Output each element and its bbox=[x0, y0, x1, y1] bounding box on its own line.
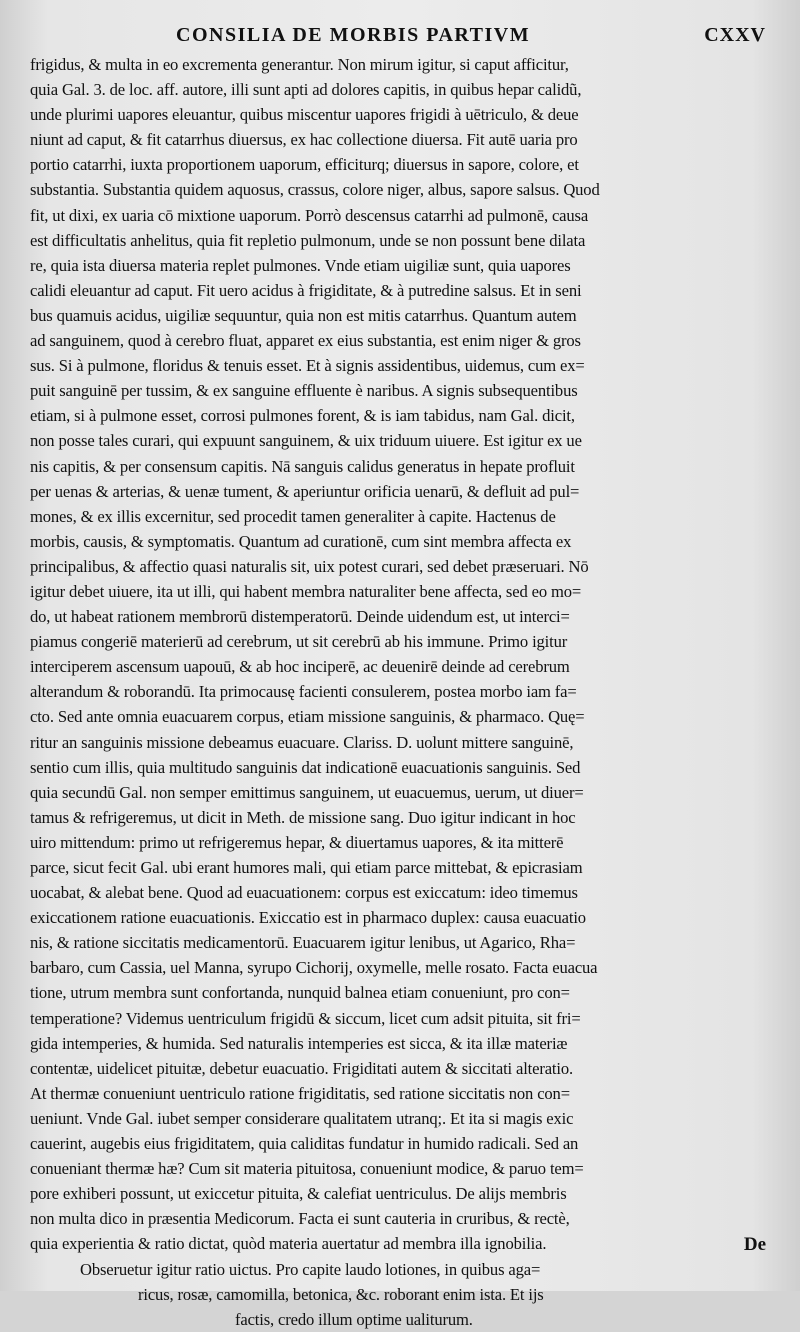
text-line: est difficultatis anhelitus, quia fit repletio pulmonum, unde se non possunt bene dilata bbox=[30, 230, 586, 250]
closing-line: factis, credo illum optime ualiturum. bbox=[235, 1309, 473, 1329]
text-line: nis, & ratione siccitatis medicamentorū. Euacuarem igitur lenibus, ut Agarico, Rha= bbox=[30, 933, 576, 953]
text-line: ueniunt. Vnde Gal. iubet semper considerare qualitatem utranq;. Et ita si magis exic bbox=[30, 1108, 574, 1128]
text-line: fit, ut dixi, ex uaria cō mixtione uaporum. Porrò descensus catarrhi ad pulmonē, causa bbox=[30, 205, 589, 225]
text-line: calidi eleuantur ad caput. Fit uero acidus à frigiditate, & à putredine salsus. Et in seni bbox=[30, 280, 582, 300]
text-line: non multa dico in præsentia Medicorum. Facta ei sunt cauteria in cruribus, & rectè, bbox=[30, 1209, 570, 1229]
text-line: sus. Si à pulmone, floridus & tenuis esset. Et à signis assidentibus, uidemus, cum ex= bbox=[30, 356, 585, 376]
text-line: ad sanguinem, quod à cerebro fluat, apparet ex eius substantia, est enim niger & gros bbox=[30, 331, 581, 351]
text-line: contentæ, uidelicet pituitæ, debetur euacuatio. Frigiditati autem & siccitati alteratio. bbox=[30, 1058, 573, 1078]
closing-line: ricus, rosæ, camomilla, betonica, &c. roborant enim ista. Et ijs bbox=[138, 1284, 544, 1304]
text-line: unde plurimi uapores eleuantur, quibus miscentur uapores frigidi à uētriculo, & deue bbox=[30, 105, 579, 125]
text-line: alterandum & roborandū. Ita primocausę facienti consulerem, postea morbo iam fa= bbox=[30, 682, 577, 702]
text-line: per uenas & arterias, & uenæ tument, & aperiuntur orificia uenarū, & defluit ad pul= bbox=[30, 481, 580, 501]
text-line: gida intemperies, & humida. Sed naturalis intemperies est sicca, & ita illæ materiæ bbox=[30, 1033, 568, 1053]
text-line: At thermæ conueniunt uentriculo ratione frigiditatis, sed ratione siccitatis non con= bbox=[30, 1083, 570, 1103]
running-title: CONSILIA DE MORBIS PARTIVM bbox=[176, 24, 531, 46]
body-text bbox=[30, 52, 768, 1332]
text-line: interciperem ascensum uapouū, & ab hoc inciperē, ac deuenirē deinde ad cerebrum bbox=[30, 657, 570, 677]
text-line: tamus & refrigeremus, ut dicit in Meth. de missione sang. Duo igitur indicant in hoc bbox=[30, 807, 576, 827]
text-line: sentio cum illis, quia multitudo sanguinis dat indicationē euacuationis sanguinis. Sed bbox=[30, 757, 581, 777]
text-line: morbis, causis, & symptomatis. Quantum ad curationē, cum sint membra affecta ex bbox=[30, 531, 572, 551]
text-line: parce, sicut fecit Gal. ubi erant humores mali, qui etiam parce mittebat, & epicrasiam bbox=[30, 858, 583, 877]
folio-number: CXXV bbox=[704, 24, 766, 46]
text-line: pore exhiberi possunt, ut exiccetur pituita, & calefiat uentriculus. De alijs membris bbox=[30, 1184, 567, 1204]
page-header bbox=[0, 24, 800, 52]
text-line: bus quamuis acidus, uigiliæ sequuntur, quia non est mitis catarrhus. Quantum autem bbox=[30, 305, 577, 325]
text-line: piamus congeriē materierū ad cerebrum, ut sit cerebrū ab his immune. Primo igitur bbox=[30, 632, 568, 652]
text-line: conueniant thermæ hæ? Cum sit materia pituitosa, conueniunt modice, & paruo tem= bbox=[30, 1159, 584, 1179]
text-line: mones, & ex illis excernitur, sed procedit tamen generaliter à capite. Hactenus de bbox=[30, 506, 556, 526]
closing-line: Obseruetur igitur ratio uictus. Pro capite laudo lotiones, in quibus aga= bbox=[80, 1259, 541, 1279]
text-line: temperatione? Videmus uentriculum frigidū & siccum, licet cum adsit pituita, sit fri= bbox=[30, 1008, 581, 1028]
text-line: etiam, si à pulmone esset, corrosi pulmones forent, & is iam tabidus, nam Gal. dicit, bbox=[30, 406, 575, 426]
text-line: puit sanguinē per tussim, & ex sanguine effluente è naribus. A signis subsequentibus bbox=[30, 381, 578, 401]
text-line: ritur an sanguinis missione debeamus euacuare. Clariss. D. uolunt mittere sanguinē, bbox=[30, 732, 574, 752]
text-line: do, ut habeat rationem membrorū distemperatorū. Deinde uidendum est, ut interci= bbox=[30, 607, 570, 627]
text-line: quia experientia & ratio dictat, quòd materia auertatur ad membra illa ignobilia. bbox=[30, 1234, 547, 1254]
text-line: quia Gal. 3. de loc. aff. autore, illi sunt apti ad dolores capitis, in quibus hepar calidũ, bbox=[30, 80, 582, 100]
text-line: substantia. Substantia quidem aquosus, crassus, colore niger, albus, sapore salsus. Quod bbox=[30, 180, 600, 200]
catchword: De bbox=[743, 1234, 766, 1255]
text-line: barbaro, cum Cassia, uel Manna, syrupo Cichorij, oxymelle, melle rosato. Facta euacua bbox=[30, 958, 598, 978]
text-line: non posse tales curari, qui expuunt sanguinem, & uix triduum uiuere. Est igitur ex ue bbox=[30, 431, 582, 451]
text-line: igitur debet uiuere, ita ut illi, qui habent membra naturaliter bene affecta, sed eo mo= bbox=[30, 581, 582, 601]
text-line: exiccationem ratione euacuationis. Exiccatio est in pharmaco duplex: causa euacuatio bbox=[30, 908, 586, 928]
text-line: nis capitis, & per consensum capitis. Nā sanguis calidus generatus in hepate profluit bbox=[30, 456, 575, 476]
text-line: re, quia ista diuersa materia replet pulmones. Vnde etiam uigiliæ sunt, quia uapores bbox=[30, 255, 571, 275]
text-line: uocabat, & alebat bene. Quod ad euacuationem: corpus est exiccatum: ideo timemus bbox=[30, 883, 578, 903]
text-line: frigidus, & multa in eo excrementa generantur. Non mirum igitur, si caput afficitur, bbox=[30, 55, 569, 74]
text-line: cauerint, augebis eius frigiditatem, quia caliditas fundatur in humido radicali. Sed an bbox=[30, 1134, 579, 1154]
text-line: tione, utrum membra sunt confortanda, nunquid balnea etiam conueniunt, pro con= bbox=[30, 983, 570, 1003]
text-line: uiro mittendum: primo ut refrigeremus hepar, & diuertamus uapores, & ita mitterē bbox=[30, 832, 564, 852]
text-line: quia secundū Gal. non semper emittimus sanguinem, ut euacuemus, uerum, ut diuer= bbox=[30, 782, 584, 802]
text-line: principalibus, & affectio quasi naturalis sit, uix potest curari, sed debet præseruari. Nō bbox=[30, 556, 589, 576]
text-line: niunt ad caput, & fit catarrhus diuersus, ex hac collectione diuersa. Fit autē uaria pro bbox=[30, 130, 578, 150]
text-line: portio catarrhi, iuxta proportionem uaporum, efficiturq; diuersus in sapore, colore, et bbox=[30, 155, 579, 175]
text-line: cto. Sed ante omnia euacuarem corpus, etiam missione sanguinis, & pharmaco. Quę= bbox=[30, 707, 585, 727]
